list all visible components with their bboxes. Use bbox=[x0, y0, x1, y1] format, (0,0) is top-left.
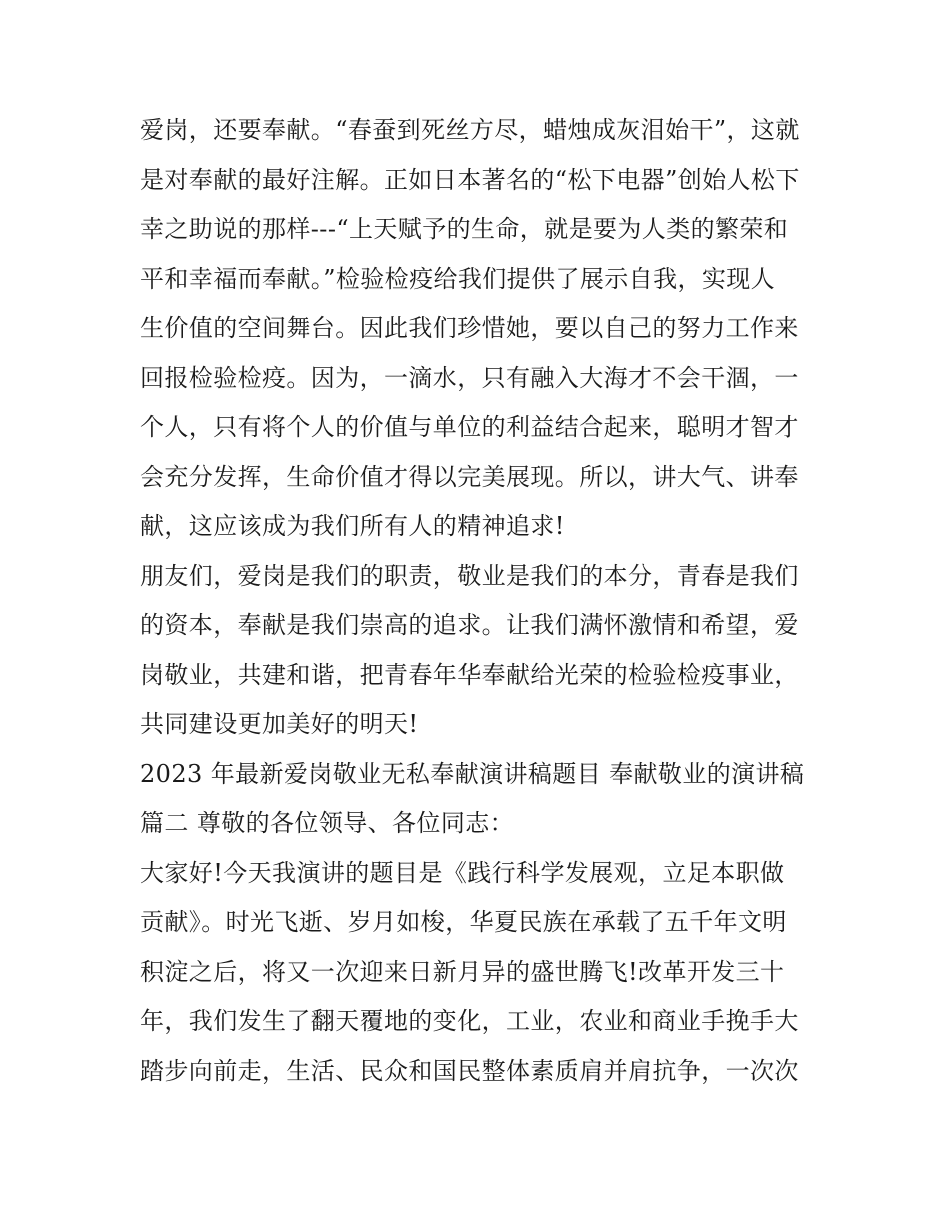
text-line: 贡献》。时光飞逝、岁月如梭，华夏民族在承载了五千年文明 bbox=[140, 908, 787, 936]
text-line: 的资本，奉献是我们崇高的追求。让我们满怀激情和希望，爱 bbox=[140, 611, 799, 639]
text-line: 平和幸福而奉献。”检验检疫给我们提供了展示自我，实现人 bbox=[140, 264, 776, 293]
text-line: 朋友们，爱岗是我们的职责，敬业是我们的本分，青春是我们 bbox=[140, 561, 799, 590]
text-line: 踏步向前走，生活、民众和国民整体素质肩并肩抗争，一次次 bbox=[140, 1056, 799, 1085]
text-line: 幸之助说的那样---“上天赋予的生命，就是要为人类的繁荣和 bbox=[140, 215, 789, 243]
text-line: 积淀之后，将又一次迎来日新月异的盛世腾飞!改革开发三十 bbox=[140, 957, 785, 986]
document-body bbox=[140, 106, 830, 1096]
text-line: 共同建设更加美好的明天! bbox=[140, 710, 419, 738]
text-line: 年，我们发生了翻天覆地的变化，工业，农业和商业手挽手大 bbox=[140, 1007, 799, 1035]
text-line: 会充分发挥，生命价值才得以完美展现。所以，讲大气、讲奉 bbox=[140, 462, 799, 491]
text-line: 献，这应该成为我们所有人的精神追求! bbox=[140, 512, 565, 540]
text-line: 爱岗，还要奉献。“春蚕到死丝方尽，蜡烛成灰泪始干”，这就 bbox=[140, 116, 800, 144]
text-line: 岗敬业，共建和谐，把青春年华奉献给光荣的检验检疫事业， bbox=[140, 660, 799, 689]
text-line: 生价值的空间舞台。因此我们珍惜她，要以自己的努力工作来 bbox=[140, 314, 799, 342]
text-line: 个人，只有将个人的价值与单位的利益结合起来，聪明才智才 bbox=[140, 413, 799, 441]
text-line: 大家好!今天我演讲的题目是《践行科学发展观，立足本职做 bbox=[140, 858, 785, 887]
heading-line: 篇二 尊敬的各位领导、各位同志： bbox=[140, 809, 515, 837]
text-line: 是对奉献的最好注解。正如日本著名的“松下电器”创始人松下 bbox=[140, 165, 800, 194]
heading-line: 2023 年最新爱岗敬业无私奉献演讲稿题目 奉献敬业的演讲稿 bbox=[140, 759, 805, 788]
text-line: 回报检验检疫。因为，一滴水，只有融入大海才不会干涸，一 bbox=[140, 363, 799, 392]
